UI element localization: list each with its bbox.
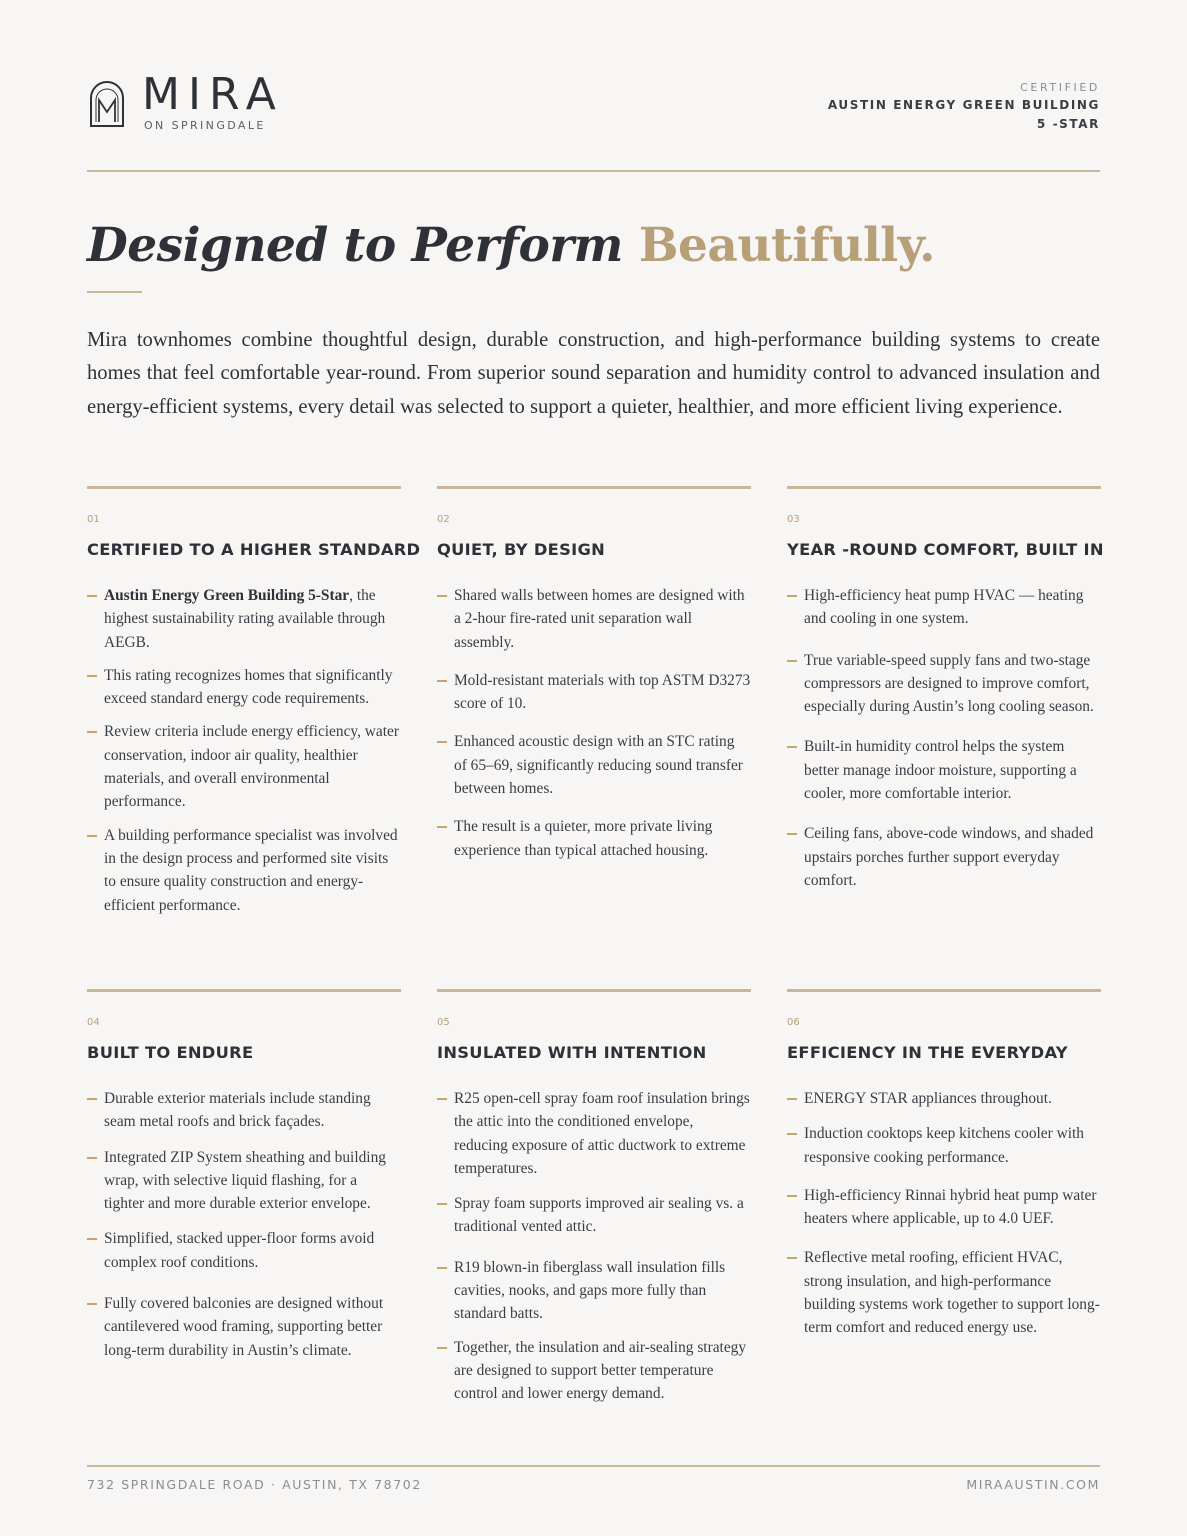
header — [87, 69, 1100, 135]
section-heading: EFFICIENCY IN THE EVERYDAY — [787, 1043, 1068, 1062]
bullet-text: R19 blown-in fiberglass wall insulation fills cavities, nooks, and gaps more fully than standard batts. — [454, 1258, 726, 1323]
bullet-item — [87, 1292, 401, 1362]
bullet-text: Simplified, stacked upper-floor forms avoid complex roof conditions. — [104, 1230, 375, 1271]
bullet-item — [87, 1227, 401, 1274]
section-bullet-list — [437, 1087, 751, 1406]
certification-line-2: 5 -STAR — [1036, 117, 1100, 131]
section-heading: INSULATED WITH INTENTION — [437, 1043, 707, 1062]
section-number: 05 — [437, 1017, 450, 1028]
bullet-text: Reflective metal roofing, efficient HVAC, strong insulation, and high-performance building systems work together to support long-term comfort and reduced energy use. — [804, 1249, 1100, 1337]
section-bullet-list — [787, 584, 1101, 892]
bullet-item — [787, 1246, 1101, 1339]
footer — [87, 1477, 1100, 1495]
bullet-item — [787, 1087, 1101, 1110]
brand-name: MIRA — [142, 69, 284, 120]
section-bullet-list — [87, 1087, 401, 1362]
section-heading: CERTIFIED TO A HIGHER STANDARD — [87, 540, 421, 559]
bullet-item — [787, 1122, 1101, 1169]
page-title-part-2: Beautifully. — [638, 218, 935, 273]
bullet-text: ENERGY STAR appliances throughout. — [804, 1090, 1052, 1107]
bullet-item — [87, 720, 401, 813]
bullet-item — [787, 1184, 1101, 1231]
section-divider — [787, 989, 1101, 992]
bullet-text: High-efficiency Rinnai hybrid heat pump water heaters where applicable, up to 4.0 UEF. — [804, 1186, 1097, 1228]
bullet-text: R25 open-cell spray foam roof insulation brings the attic into the conditioned envelope, reducing exposure of attic ductwork to extreme temperatures. — [454, 1090, 750, 1177]
bullet-text: Spray foam supports improved air sealing vs. a traditional vented attic. — [454, 1195, 744, 1236]
bullet-text: Integrated ZIP System sheathing and building wrap, with selective liquid flashing, for a tighter and more durable exterior envelope. — [104, 1148, 386, 1213]
section-comfort — [787, 486, 1104, 892]
bullet-item — [787, 649, 1101, 719]
bullet-text: True variable-speed supply fans and two-stage compressors are designed to improve comfort, especially during Austin’s long cooling season. — [804, 651, 1094, 716]
bullet-item — [437, 815, 751, 862]
section-heading: YEAR -ROUND COMFORT, BUILT IN — [787, 540, 1104, 559]
bullet-text: Built-in humidity control helps the system better manage indoor moisture, supporting a cooler, more comfortable interior. — [804, 738, 1077, 803]
bullet-item — [87, 1087, 401, 1134]
section-quiet — [437, 486, 751, 862]
bullet-text: Review criteria include energy efficiency, water conservation, indoor air quality, healthier materials, and overall environmental performance. — [104, 723, 399, 811]
section-bullet-list — [87, 584, 401, 917]
section-bullet-list — [787, 1087, 1101, 1340]
bullet-text: The result is a quieter, more private living experience than typical attached housing. — [454, 818, 713, 859]
bullet-item — [437, 730, 751, 800]
bullet-item — [87, 824, 401, 917]
certification-line-1: AUSTIN ENERGY GREEN BUILDING — [827, 98, 1100, 112]
footer-divider — [87, 1465, 1100, 1467]
section-efficiency — [787, 989, 1101, 1340]
page-title — [87, 214, 935, 278]
bullet-item — [787, 584, 1101, 631]
section-divider — [87, 989, 401, 992]
bullet-text: Mold-resistant materials with top ASTM D3273 score of 10. — [454, 671, 751, 713]
header-divider — [87, 170, 1100, 172]
bullet-item — [87, 1146, 401, 1216]
bullet-text: High-efficiency heat pump HVAC — heating and cooling in one system. — [804, 587, 1084, 628]
title-accent-rule — [87, 291, 142, 293]
section-number: 01 — [87, 514, 100, 525]
bullet-item — [437, 1336, 751, 1406]
bullet-text: Fully covered balconies are designed without cantilevered wood framing, supporting better long-term durability in Austin’s climate. — [104, 1295, 384, 1359]
bullet-text: Enhanced acoustic design with an STC rating of 65–69, significantly reducing sound transfer between homes. — [454, 733, 743, 798]
bullet-text: Together, the insulation and air-sealing strategy are designed to support better temperature control and lower energy demand. — [454, 1338, 747, 1403]
bullet-item — [87, 584, 401, 654]
footer-website-link[interactable]: MIRAAUSTIN.COM — [966, 1477, 1100, 1492]
page-title-part-1: Designed to Perform — [87, 218, 623, 273]
bullet-text: Ceiling fans, above-code windows, and shaded upstairs porches further support everyday comfort. — [804, 825, 1094, 889]
section-bullet-list — [437, 584, 751, 862]
bullet-item — [437, 584, 751, 654]
section-number: 03 — [787, 514, 800, 525]
bullet-item — [787, 822, 1101, 892]
bullet-item — [437, 669, 751, 716]
section-number: 06 — [787, 1017, 800, 1028]
section-divider — [87, 486, 401, 489]
bullet-item — [787, 735, 1101, 805]
brand-subtitle: ON SPRINGDALE — [144, 119, 266, 132]
section-built-to-endure — [87, 989, 401, 1362]
section-insulated — [437, 989, 751, 1406]
section-divider — [437, 486, 751, 489]
bullet-text: , the highest sustainability rating available through AEGB. — [104, 587, 386, 651]
bullet-text: Induction cooktops keep kitchens cooler with responsive cooking performance. — [804, 1125, 1084, 1166]
bullet-text: This rating recognizes homes that significantly exceed standard energy code requirements. — [104, 666, 393, 708]
bullet-text: A building performance specialist was involved in the design process and performed site visits to ensure quality construction and energy-efficient performance. — [104, 826, 398, 914]
bullet-item — [437, 1087, 751, 1180]
bullet-text: Durable exterior materials include standing seam metal roofs and brick façades. — [104, 1090, 371, 1131]
bullet-text: Shared walls between homes are designed with a 2-hour fire-rated unit separation wall assembly. — [454, 587, 745, 651]
certification-label: CERTIFIED — [1020, 81, 1100, 94]
bullet-item — [437, 1256, 751, 1326]
certification-block — [828, 80, 1100, 134]
section-certified — [87, 486, 421, 917]
mira-monogram-icon — [87, 78, 127, 130]
bullet-bold-text: Austin Energy Green Building 5-Star — [104, 587, 350, 604]
bullet-item — [87, 664, 401, 711]
section-heading: QUIET, BY DESIGN — [437, 540, 606, 559]
footer-address: 732 SPRINGDALE ROAD · AUSTIN, TX 78702 — [87, 1477, 422, 1492]
bullet-item — [437, 1192, 751, 1239]
section-heading: BUILT TO ENDURE — [87, 1043, 254, 1062]
section-number: 02 — [437, 514, 450, 525]
intro-paragraph: Mira townhomes combine thoughtful design, durable construction, and high-performance building systems to create homes that feel comfortable year-round. From superior sound separation and humidity control to advanced insulation and energy-efficient systems, every detail was selected to support a quieter, healthier, and more efficient living experience. — [87, 329, 1100, 418]
section-divider — [437, 989, 751, 992]
section-divider — [787, 486, 1101, 489]
section-number: 04 — [87, 1017, 100, 1028]
